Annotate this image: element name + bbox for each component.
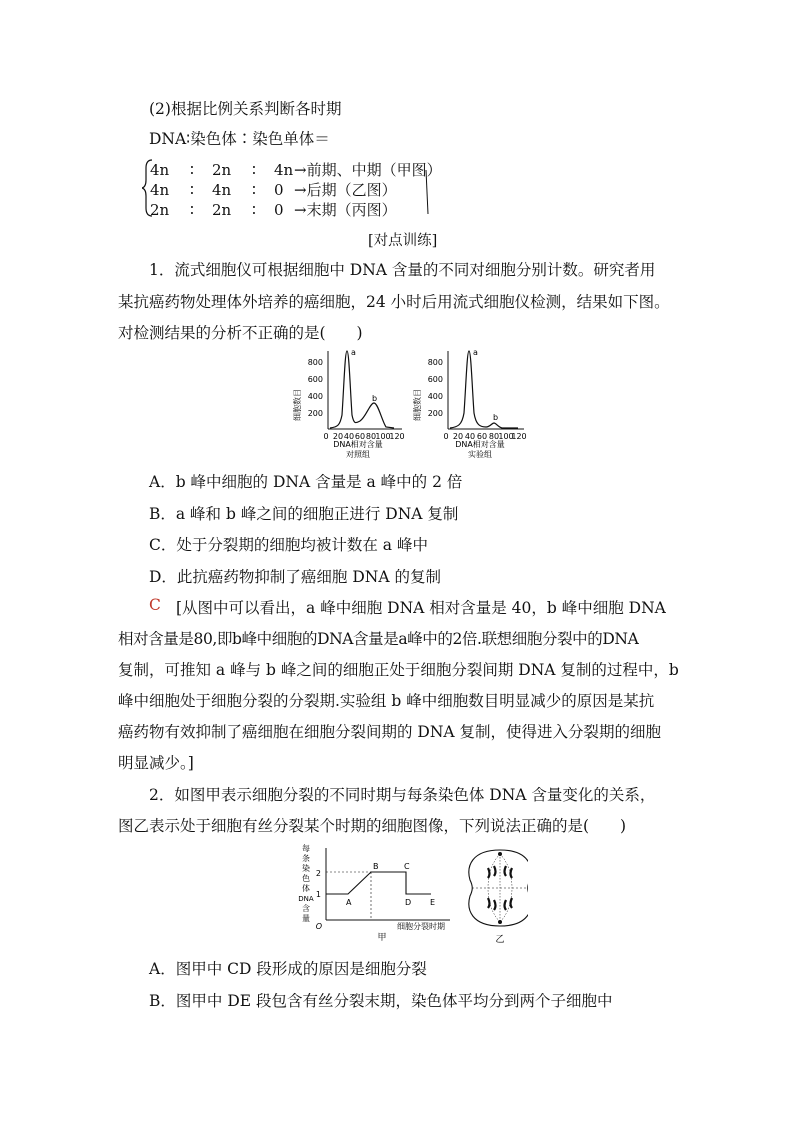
y-tick: 200 <box>307 409 323 418</box>
origin-label: O <box>315 922 322 931</box>
graph-jia <box>298 843 450 943</box>
y-tick: 400 <box>427 392 443 401</box>
ylabel-control: 细胞数目 <box>293 389 302 421</box>
ylabel-char: 色 <box>302 874 310 883</box>
q1-explain-line-4: 峰中细胞处于细胞分裂的分裂期.实验组 b 峰中细胞数目明显减少的原因是某抗 <box>118 692 655 710</box>
ratio-desc: →前期、中期（甲图） <box>294 161 442 179</box>
ratio-sep: ∶ <box>190 161 194 179</box>
y-value-1: 1 <box>315 890 321 899</box>
x-tick: 0 <box>323 432 329 441</box>
q2-stem-line-1: 2．如图甲表示细胞分裂的不同时期与每条染色体 DNA 含量变化的关系， <box>149 786 656 804</box>
ylabel-char: 染 <box>302 864 310 873</box>
q1-option-d: D．此抗癌药物抑制了癌细胞 DNA 的复制 <box>149 568 441 586</box>
ratio-sep: ∶ <box>252 201 256 219</box>
q2-figure <box>288 840 528 950</box>
peak-b-label: b <box>372 394 378 403</box>
xlabel: 细胞分裂时期 <box>397 922 445 931</box>
y-tick: 200 <box>427 409 443 418</box>
ratio-row-2 <box>150 179 397 200</box>
chart-control <box>292 348 405 459</box>
ylabel-char: 条 <box>302 854 310 863</box>
cell-yi <box>469 850 528 945</box>
caption-experiment: 实验组 <box>468 450 492 459</box>
x-tick: 0 <box>443 432 449 441</box>
peak-a-label: a <box>351 348 356 357</box>
ylabel-char: 体 <box>302 884 310 893</box>
q1-explain-line-3: 复制，可推知 a 峰与 b 峰之间的细胞正处于细胞分裂间期 DNA 复制的过程中，b <box>118 661 679 679</box>
caption-control: 对照组 <box>346 450 370 459</box>
q1-option-b: B．a 峰和 b 峰之间的细胞正进行 DNA 复制 <box>149 505 459 523</box>
q2-option-a: A．图甲中 CD 段形成的原因是细胞分裂 <box>149 960 427 978</box>
x-tick: 40 <box>464 432 476 441</box>
x-tick: 60 <box>354 432 366 441</box>
y-value-2: 2 <box>315 869 321 878</box>
q1-stem-line-3: 对检测结果的分析不正确的是( ) <box>118 324 363 342</box>
y-tick: 400 <box>307 392 323 401</box>
point-c: C <box>404 862 410 871</box>
point-d: D <box>405 898 412 907</box>
x-tick: 80 <box>488 432 500 441</box>
caption-jia: 甲 <box>377 933 387 943</box>
ratio-desc: →后期（乙图） <box>294 181 397 199</box>
chart-experiment <box>412 348 527 459</box>
q2-stem-line-2: 图乙表示处于细胞有丝分裂某个时期的细胞图像，下列说法正确的是( ) <box>118 817 627 835</box>
point-a: A <box>346 898 352 907</box>
q1-stem-line-2: 某抗癌药物处理体外培养的癌细胞，24 小时后用流式细胞仪检测，结果如下图。 <box>118 293 670 311</box>
q1-explain-line-2: 相对含量是80,即b峰中细胞的DNA含量是a峰中的2倍.联想细胞分裂中的DNA <box>118 630 639 648</box>
q1-stem-line-1: 1．流式细胞仪可根据细胞中 DNA 含量的不同对细胞分别计数。研究者用 <box>149 261 656 279</box>
x-tick: 40 <box>343 432 355 441</box>
peak-b-label: b <box>493 413 499 422</box>
x-tick: 20 <box>452 432 464 441</box>
ratio-sep: ∶ <box>252 161 256 179</box>
ratio-chromosome: 2n <box>212 201 232 219</box>
ratio-chromosome: 2n <box>212 161 232 179</box>
xlabel-experiment: DNA相对含量 <box>455 440 505 449</box>
ylabel-char: DNA <box>298 895 314 903</box>
q2-option-b: B．图甲中 DE 段包含有丝分裂末期，染色体平均分到两个子细胞中 <box>149 992 613 1010</box>
q1-explain-line-1: [从图中可以看出，a 峰中细胞 DNA 相对含量是 40，b 峰中细胞 DNA <box>176 599 666 617</box>
training-title: [对点训练] <box>368 233 438 249</box>
ratio-chromatid: 0 <box>274 181 284 199</box>
y-tick: 800 <box>427 358 443 367</box>
x-tick: 100 <box>375 432 391 441</box>
x-tick: 120 <box>389 432 405 441</box>
q1-explain-line-5: 癌药物有效抑制了癌细胞在细胞分裂间期的 DNA 复制，使得进入分裂期的细胞 <box>118 723 662 741</box>
xlabel-control: DNA相对含量 <box>333 440 383 449</box>
ratio-dna: 4n <box>150 181 170 199</box>
histogram-curve <box>450 351 518 428</box>
point-b: B <box>373 862 379 871</box>
ratio-sep: ∶ <box>190 201 194 219</box>
caption-yi: 乙 <box>495 935 505 945</box>
peak-a-label: a <box>473 348 478 357</box>
x-tick: 120 <box>511 432 527 441</box>
x-tick: 20 <box>332 432 344 441</box>
y-tick: 800 <box>307 358 323 367</box>
ratio-sep: ∶ <box>252 181 256 199</box>
histogram-curve <box>330 351 394 428</box>
ratio-chromosome: 4n <box>212 181 232 199</box>
q1-option-c: C．处于分裂期的细胞均被计数在 a 峰中 <box>149 536 428 554</box>
ylabel-char: 每 <box>302 844 310 853</box>
centrosome-bottom <box>498 920 502 924</box>
q1-answer: C <box>149 596 161 614</box>
flow-cytometry-figure <box>290 345 540 460</box>
ylabel-char: 量 <box>302 914 310 923</box>
y-tick: 600 <box>307 375 323 384</box>
ratio-row-3 <box>150 199 397 220</box>
point-e: E <box>430 898 436 907</box>
y-tick: 600 <box>427 375 443 384</box>
x-tick: 100 <box>498 432 514 441</box>
ratio-dna: 4n <box>150 161 170 179</box>
ratio-desc: →末期（丙图） <box>294 201 397 219</box>
x-tick: 80 <box>365 432 377 441</box>
ylabel-char: 含 <box>302 904 310 913</box>
q1-option-a: A．b 峰中细胞的 DNA 含量是 a 峰中的 2 倍 <box>149 473 463 491</box>
ratio-label: DNA∶染色体∶染色单体＝ <box>149 130 330 148</box>
ratio-chromatid: 0 <box>274 201 284 219</box>
ratio-dna: 2n <box>150 201 170 219</box>
ratio-sep: ∶ <box>190 181 194 199</box>
x-tick: 60 <box>476 432 488 441</box>
ratio-row-1 <box>150 159 442 180</box>
q1-explain-line-6: 明显减少。] <box>118 754 194 772</box>
ratio-chromatid: 4n <box>274 161 294 179</box>
dna-content-line <box>326 872 431 894</box>
section-heading: (2)根据比例关系判断各时期 <box>149 100 342 118</box>
ylabel-experiment: 细胞数目 <box>413 389 422 421</box>
centrosome-top <box>498 852 502 856</box>
